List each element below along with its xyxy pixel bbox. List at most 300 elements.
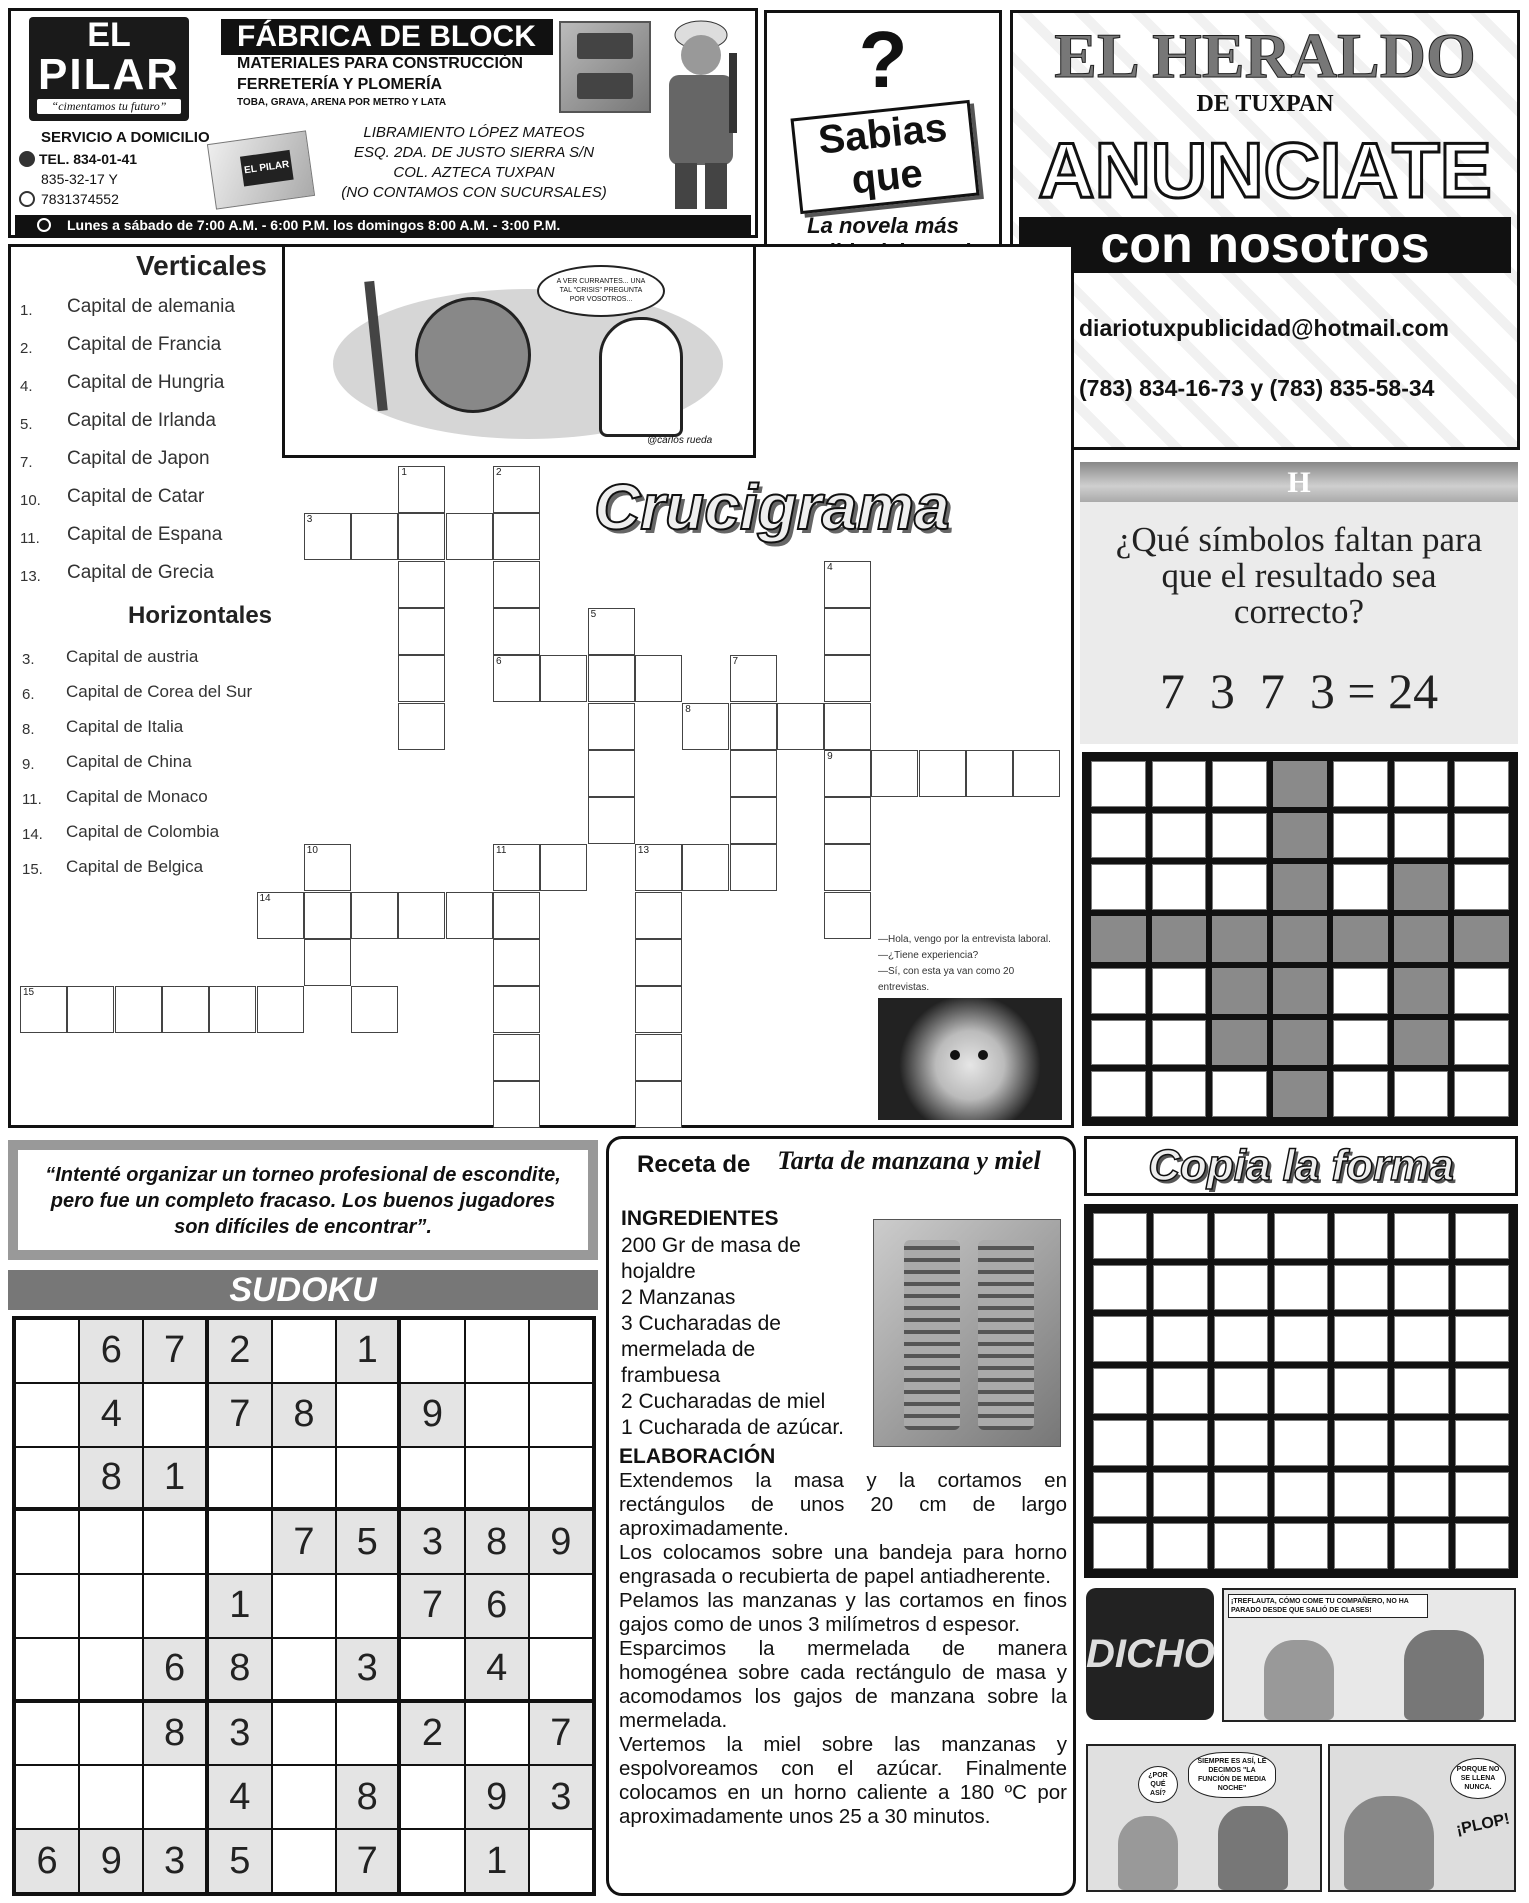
sudoku-cell[interactable] — [16, 1703, 78, 1765]
ad-el-pilar — [8, 8, 758, 238]
crossword-cell[interactable] — [398, 608, 445, 655]
sudoku-cell[interactable] — [80, 1575, 142, 1637]
crossword-clue-number: 4 — [827, 561, 833, 573]
cartoon-panel — [282, 244, 756, 458]
sudoku-cell[interactable] — [80, 1511, 142, 1573]
cartoon-signature: @carlos rueda — [647, 435, 713, 446]
crossword-cell[interactable] — [493, 561, 540, 608]
sudoku-cell[interactable]: 8 — [273, 1384, 335, 1446]
crossword-cell[interactable] — [588, 797, 635, 844]
crossword-cell[interactable] — [493, 844, 540, 891]
sudoku-cell[interactable]: 2 — [401, 1703, 463, 1765]
copy-cell[interactable] — [1093, 1420, 1147, 1466]
step-5: Vertemos la miel sobre las manzanas y espolvoreamos con el azúcar. Finalmente colocamos en un horno caliente a 180 ºC por aproximadamente unos 25 a 30 minutos. — [619, 1733, 1067, 1828]
crossword-cell[interactable] — [588, 608, 635, 655]
pattern-cell — [1091, 916, 1146, 962]
pattern-cell — [1273, 916, 1328, 962]
sudoku-cell[interactable] — [337, 1703, 397, 1765]
copy-cell[interactable] — [1153, 1316, 1207, 1362]
pattern-cell — [1394, 1071, 1449, 1117]
sudoku-cell[interactable]: 9 — [80, 1830, 142, 1892]
copy-cell[interactable] — [1394, 1368, 1448, 1414]
crossword-cell[interactable] — [257, 892, 304, 939]
copy-cell[interactable] — [1274, 1213, 1328, 1259]
sudoku-cell[interactable]: 7 — [209, 1384, 271, 1446]
copy-cell[interactable] — [1274, 1265, 1328, 1311]
sudoku-cell[interactable] — [209, 1448, 271, 1508]
pattern-cell — [1152, 864, 1207, 910]
sudoku-title: SUDOKU — [8, 1270, 598, 1310]
crossword-cell[interactable] — [351, 513, 398, 560]
sudoku-cell[interactable] — [144, 1384, 204, 1446]
sudoku-cell[interactable] — [401, 1639, 463, 1699]
copy-cell[interactable] — [1093, 1316, 1147, 1362]
sudoku-cell[interactable] — [337, 1575, 397, 1637]
verticales-title: Verticales — [136, 250, 267, 281]
clue-h6: 6. Capital de Corea del Sur — [22, 682, 253, 703]
crossword-cell[interactable] — [398, 892, 445, 939]
sudoku-cell[interactable] — [466, 1384, 528, 1446]
copy-cell[interactable] — [1274, 1368, 1328, 1414]
copy-cell[interactable] — [1093, 1368, 1147, 1414]
sabias-title — [790, 100, 979, 214]
el-pilar-logo — [29, 17, 189, 121]
bubble-text: A VER CURRANTES... UNA TAL "CRISIS" PREGUNTA POR VOSOTROS... — [556, 278, 646, 303]
sudoku-cell[interactable]: 1 — [466, 1830, 528, 1892]
copy-cell[interactable] — [1093, 1523, 1147, 1569]
copy-cell[interactable] — [1093, 1265, 1147, 1311]
pattern-cell — [1273, 1071, 1328, 1117]
sudoku-cell[interactable] — [273, 1639, 335, 1699]
copy-cell[interactable] — [1214, 1368, 1268, 1414]
sudoku-cell[interactable] — [401, 1320, 463, 1382]
sudoku-cell[interactable] — [273, 1575, 335, 1637]
crossword-cell[interactable] — [304, 513, 351, 560]
copy-cell[interactable] — [1334, 1265, 1388, 1311]
ingredient-item: 2 Cucharadas de miel — [621, 1390, 826, 1413]
step-3: Pelamos las manzanas y las cortamos en finos gajos como de unos 3 milímetros d espesor. — [619, 1589, 1067, 1636]
crossword-cell[interactable] — [398, 703, 445, 750]
crossword-cell[interactable] — [682, 844, 729, 891]
sudoku-cell[interactable]: 9 — [530, 1511, 592, 1573]
crossword-cell[interactable] — [398, 561, 445, 608]
crossword-clue-number: 3 — [306, 514, 313, 526]
sudoku-cell[interactable]: 7 — [144, 1320, 204, 1382]
pattern-grid-reference — [1082, 752, 1518, 1126]
addr-line1: LIBRAMIENTO LÓPEZ MATEOS — [363, 124, 585, 141]
sudoku-cell[interactable] — [16, 1575, 78, 1637]
copy-cell[interactable] — [1334, 1368, 1388, 1414]
recipe-title-a: Receta de — [637, 1151, 751, 1178]
sudoku-cell[interactable] — [401, 1830, 463, 1892]
monster-character — [415, 297, 531, 413]
crossword-cell[interactable] — [824, 750, 871, 797]
copia-title-text: Copia la forma — [1148, 1141, 1454, 1190]
pattern-cell — [1454, 761, 1509, 807]
joke-line3: —Sí, con esta ya van como 20 entrevistas. — [878, 966, 1015, 993]
logo-pilar: PILAR — [38, 50, 180, 99]
crossword-cell[interactable] — [824, 703, 871, 750]
clock-icon — [37, 218, 51, 232]
clue-v13: 13. Capital de Grecia — [20, 562, 214, 585]
steps-list — [619, 1469, 1067, 1829]
sudoku-cell[interactable] — [80, 1639, 142, 1699]
ingredient-item: 3 Cucharadas de mermelada de frambuesa — [621, 1312, 781, 1387]
sudoku-cell[interactable]: 8 — [209, 1639, 271, 1699]
sudoku-cell[interactable]: 1 — [337, 1320, 397, 1382]
pattern-cell — [1212, 968, 1267, 1014]
sudoku-cell[interactable] — [337, 1448, 397, 1508]
copy-cell[interactable] — [1394, 1472, 1448, 1518]
copy-cell[interactable] — [1214, 1523, 1268, 1569]
sudoku-cell[interactable] — [530, 1448, 592, 1508]
ad-address — [319, 123, 629, 203]
crossword-cell[interactable] — [398, 466, 445, 513]
pattern-cell — [1091, 968, 1146, 1014]
sudoku-cell[interactable] — [337, 1384, 397, 1446]
sudoku-cell[interactable] — [16, 1766, 78, 1828]
pattern-cell — [1212, 1071, 1267, 1117]
crossword-cell[interactable] — [67, 986, 114, 1033]
crossword-cell[interactable] — [730, 750, 777, 797]
sudoku-cell[interactable] — [273, 1703, 335, 1765]
sudoku-cell[interactable] — [16, 1384, 78, 1446]
sudoku-cell[interactable]: 7 — [337, 1830, 397, 1892]
sudoku-cell[interactable]: 6 — [466, 1575, 528, 1637]
crossword-cell[interactable] — [540, 844, 587, 891]
crossword-cell[interactable] — [635, 844, 682, 891]
crossword-cell[interactable] — [588, 750, 635, 797]
sudoku-cell[interactable]: 9 — [401, 1384, 463, 1446]
joke-line2: —¿Tiene experiencia? — [878, 950, 979, 961]
crossword-cell[interactable] — [493, 608, 540, 655]
crossword-cell[interactable] — [635, 1081, 682, 1128]
crossword-cell[interactable] — [493, 986, 540, 1033]
sudoku-cell[interactable] — [401, 1448, 463, 1508]
pattern-cell — [1333, 1071, 1388, 1117]
pattern-cell — [1333, 761, 1388, 807]
crossword-cell[interactable] — [493, 939, 540, 986]
copy-cell[interactable] — [1455, 1213, 1509, 1259]
clue-v11: 11. Capital de Espana — [20, 524, 223, 547]
dicho-logo — [1086, 1588, 1214, 1720]
crossword-cell[interactable] — [777, 703, 824, 750]
pattern-cell — [1273, 813, 1328, 859]
sudoku-cell[interactable]: 4 — [80, 1384, 142, 1446]
sudoku-cell[interactable] — [530, 1384, 592, 1446]
crossword-clue-number: 11 — [496, 845, 507, 857]
copy-cell[interactable] — [1455, 1265, 1509, 1311]
sudoku-cell[interactable]: 2 — [209, 1320, 271, 1382]
sudoku-cell[interactable]: 8 — [144, 1703, 204, 1765]
pattern-cell — [1394, 864, 1449, 910]
crossword-cell[interactable] — [824, 797, 871, 844]
comic-panel-3 — [1328, 1744, 1516, 1892]
clue-v2: 2. Capital de Francia — [20, 334, 222, 357]
crossword-cell[interactable] — [966, 750, 1013, 797]
copy-cell[interactable] — [1274, 1316, 1328, 1362]
step-4: Esparcimos la mermelada de manera homogénea sobre cada rectángulo de masa y acomodamos los gajos de manzana sobre la mermelada. — [619, 1637, 1067, 1732]
sudoku-cell[interactable] — [530, 1639, 592, 1699]
h-question: ¿Qué símbolos faltan para que el resultado sea correcto? — [1115, 520, 1483, 631]
copy-cell[interactable] — [1214, 1265, 1268, 1311]
sudoku-cell[interactable] — [273, 1448, 335, 1508]
copy-cell[interactable] — [1455, 1420, 1509, 1466]
pattern-cell — [1152, 1071, 1207, 1117]
copy-cell[interactable] — [1334, 1523, 1388, 1569]
sudoku-cell[interactable] — [530, 1575, 592, 1637]
sudoku-cell[interactable] — [80, 1766, 142, 1828]
crossword-cell[interactable] — [351, 892, 398, 939]
sudoku-cell[interactable] — [144, 1511, 204, 1573]
pattern-cell — [1152, 813, 1207, 859]
comic-bubble-4: PORQUE NO SE LLENA NUNCA. — [1450, 1758, 1506, 1799]
sudoku-cell[interactable]: 5 — [209, 1830, 271, 1892]
crossword-cell[interactable] — [493, 1081, 540, 1128]
copy-cell[interactable] — [1455, 1316, 1509, 1362]
block-image — [559, 21, 651, 113]
sudoku-cell[interactable] — [144, 1575, 204, 1637]
crossword-cell[interactable] — [209, 986, 256, 1033]
crossword-cell[interactable] — [824, 608, 871, 655]
h-equation: 7 3 7 3 = 24 — [1159, 663, 1439, 719]
copy-cell[interactable] — [1334, 1472, 1388, 1518]
copy-cell[interactable] — [1394, 1265, 1448, 1311]
crossword-cell[interactable] — [493, 466, 540, 513]
sudoku-cell[interactable] — [530, 1830, 592, 1892]
crossword-cell[interactable] — [351, 986, 398, 1033]
pattern-cell — [1152, 761, 1207, 807]
clue-h8: 8. Capital de Italia — [22, 717, 184, 738]
crossword-cell[interactable] — [588, 703, 635, 750]
sudoku-cell[interactable] — [80, 1703, 142, 1765]
sudoku-cell[interactable]: 4 — [466, 1639, 528, 1699]
pattern-cell — [1394, 813, 1449, 859]
copy-cell[interactable] — [1153, 1523, 1207, 1569]
sudoku-cell[interactable]: 5 — [337, 1511, 397, 1573]
ad-service: SERVICIO A DOMICILIO — [41, 129, 210, 146]
ad-tel1: TEL. 834-01-41 — [39, 151, 138, 167]
worker-image — [651, 13, 751, 211]
sudoku-cell[interactable]: 3 — [401, 1511, 463, 1573]
crossword-cell[interactable] — [304, 892, 351, 939]
copy-cell[interactable] — [1153, 1420, 1207, 1466]
crossword-cell[interactable] — [540, 655, 587, 702]
sudoku-cell[interactable] — [16, 1448, 78, 1508]
crossword-cell[interactable] — [635, 1034, 682, 1081]
copy-grid-blank[interactable] — [1084, 1204, 1518, 1578]
crossword-cell[interactable] — [730, 655, 777, 702]
sudoku-cell[interactable]: 8 — [337, 1766, 397, 1828]
speech-bubble — [537, 265, 665, 317]
sudoku-cell[interactable] — [466, 1703, 528, 1765]
sudoku-cell[interactable]: 7 — [273, 1511, 335, 1573]
cement-bag-image — [207, 130, 315, 209]
copy-cell[interactable] — [1153, 1472, 1207, 1518]
crossword-cell[interactable] — [304, 844, 351, 891]
sudoku-cell[interactable] — [16, 1511, 78, 1573]
copy-cell[interactable] — [1394, 1316, 1448, 1362]
sudoku-cell[interactable]: 4 — [209, 1766, 271, 1828]
pattern-cell — [1091, 1071, 1146, 1117]
ingredients-list — [621, 1233, 851, 1441]
copia-title — [1084, 1136, 1518, 1196]
sudoku-cell[interactable]: 6 — [80, 1320, 142, 1382]
sudoku-cell[interactable] — [144, 1766, 204, 1828]
sudoku-cell[interactable]: 3 — [144, 1830, 204, 1892]
copy-cell[interactable] — [1153, 1368, 1207, 1414]
sudoku-cell[interactable]: 7 — [401, 1575, 463, 1637]
sudoku-cell[interactable]: 9 — [466, 1766, 528, 1828]
crossword-clue-number: 7 — [732, 656, 739, 668]
crossword-cell[interactable] — [635, 655, 682, 702]
copy-cell[interactable] — [1394, 1523, 1448, 1569]
crossword-cell[interactable] — [446, 513, 493, 560]
clue-v7: 7. Capital de Japon — [20, 448, 210, 471]
sudoku-cell[interactable]: 6 — [144, 1639, 204, 1699]
sudoku-cell[interactable]: 8 — [466, 1511, 528, 1573]
sudoku-cell[interactable]: 6 — [16, 1830, 78, 1892]
sudoku-cell[interactable] — [16, 1639, 78, 1699]
elaboracion-title: ELABORACIÓN — [619, 1445, 776, 1468]
whatsapp-icon — [19, 191, 35, 207]
crossword-cell[interactable] — [682, 703, 729, 750]
ingredient-item: 2 Manzanas — [621, 1286, 736, 1309]
copy-cell[interactable] — [1334, 1316, 1388, 1362]
pattern-cell — [1152, 1020, 1207, 1066]
crossword-cell[interactable] — [635, 986, 682, 1033]
clue-v10: 10. Capital de Catar — [20, 486, 205, 509]
heraldo-name: EL HERALDO — [1054, 20, 1476, 91]
crossword-cell[interactable] — [493, 513, 540, 560]
pattern-cell — [1454, 1071, 1509, 1117]
h-puzzle-box — [1080, 462, 1518, 744]
crossword-cell[interactable] — [257, 986, 304, 1033]
copy-cell[interactable] — [1334, 1213, 1388, 1259]
comic-strip — [1082, 1584, 1520, 1896]
crossword-cell[interactable] — [730, 797, 777, 844]
sudoku-cell[interactable] — [401, 1766, 463, 1828]
sudoku-cell[interactable] — [273, 1766, 335, 1828]
copy-cell[interactable] — [1093, 1213, 1147, 1259]
crossword-cell[interactable] — [493, 1034, 540, 1081]
crossword-cell[interactable] — [730, 844, 777, 891]
bag-label: EL PILAR — [240, 150, 294, 187]
crossword-cell[interactable] — [824, 561, 871, 608]
crossword-clue-number: 2 — [496, 467, 502, 478]
sudoku-cell[interactable]: 7 — [530, 1703, 592, 1765]
crossword-cell[interactable] — [824, 844, 871, 891]
pattern-cell — [1454, 813, 1509, 859]
con-nosotros-bar: con nosotros — [1019, 217, 1511, 273]
pattern-cell — [1091, 1020, 1146, 1066]
pattern-cell — [1394, 968, 1449, 1014]
crossword-cell[interactable] — [919, 750, 966, 797]
dicho-text: DICHO — [1086, 1632, 1215, 1676]
crossword-clue-number: 10 — [306, 845, 318, 857]
sudoku-cell[interactable] — [273, 1320, 335, 1382]
copy-cell[interactable] — [1214, 1213, 1268, 1259]
sudoku-cell[interactable] — [466, 1320, 528, 1382]
copy-cell[interactable] — [1214, 1420, 1268, 1466]
crossword-cell[interactable] — [730, 703, 777, 750]
copy-cell[interactable] — [1274, 1420, 1328, 1466]
crossword-cell[interactable] — [1013, 750, 1060, 797]
copy-cell[interactable] — [1455, 1472, 1509, 1518]
sudoku-cell[interactable]: 3 — [337, 1639, 397, 1699]
copy-cell[interactable] — [1394, 1213, 1448, 1259]
crossword-cell[interactable] — [446, 892, 493, 939]
sudoku-cell[interactable]: 1 — [144, 1448, 204, 1508]
pattern-cell — [1091, 864, 1146, 910]
crossword-clue-number: 9 — [827, 750, 833, 762]
crossword-cell[interactable] — [398, 655, 445, 702]
sudoku-cell[interactable] — [530, 1320, 592, 1382]
comic-bubble-1: ¡TREFLAUTA, CÓMO COME TU COMPAÑERO, NO HA PARADO DESDE QUE SALIÓ DE CLASES! — [1228, 1594, 1428, 1618]
heraldo-ad — [1010, 10, 1520, 450]
copy-cell[interactable] — [1334, 1420, 1388, 1466]
sudoku-cell[interactable]: 3 — [530, 1766, 592, 1828]
sudoku-cell[interactable] — [466, 1448, 528, 1508]
crossword-cell[interactable] — [871, 750, 918, 797]
clue-h11: 11. Capital de Monaco — [22, 787, 208, 808]
crossword-clue-number: 5 — [590, 608, 597, 620]
crossword-cell[interactable] — [493, 892, 540, 939]
copy-cell[interactable] — [1093, 1472, 1147, 1518]
crossword-cell[interactable] — [162, 986, 209, 1033]
crossword-cell[interactable] — [20, 986, 67, 1033]
crossword-cell[interactable] — [824, 655, 871, 702]
crossword-cell[interactable] — [635, 939, 682, 986]
joke-text — [878, 932, 1064, 996]
pattern-cell — [1454, 968, 1509, 1014]
comic-bubble-2: SIEMPRE ES ASÍ, LE DECIMOS "LA FUNCIÓN DE MEDIA NOCHE" — [1188, 1752, 1276, 1798]
crossword-cell[interactable] — [635, 892, 682, 939]
sudoku-cell[interactable] — [16, 1320, 78, 1382]
sudoku-cell[interactable] — [273, 1830, 335, 1892]
crossword-cell[interactable] — [824, 892, 871, 939]
copy-cell[interactable] — [1455, 1523, 1509, 1569]
pattern-cell — [1333, 813, 1388, 859]
step-1: Extendemos la masa y la cortamos en rectángulos de unos 20 cm de largo aproximadamente. — [619, 1469, 1067, 1540]
clue-h14: 14. Capital de Colombia — [22, 822, 220, 843]
sudoku-cell[interactable]: 8 — [80, 1448, 142, 1508]
copy-cell[interactable] — [1214, 1316, 1268, 1362]
sudoku-cell[interactable]: 3 — [209, 1703, 271, 1765]
copy-cell[interactable] — [1274, 1523, 1328, 1569]
heraldo-email[interactable]: diariotuxpublicidad@hotmail.com — [1079, 315, 1450, 341]
copy-cell[interactable] — [1153, 1213, 1207, 1259]
crossword-cell[interactable] — [493, 655, 540, 702]
crossword-cell[interactable] — [304, 939, 351, 986]
h-badge: H — [1287, 466, 1311, 499]
crucigrama-title: Crucigrama — [594, 471, 950, 543]
sudoku-cell[interactable]: 1 — [209, 1575, 271, 1637]
pattern-cell — [1273, 761, 1328, 807]
pattern-cell — [1333, 968, 1388, 1014]
crossword-cell[interactable] — [588, 655, 635, 702]
crossword-cell[interactable] — [115, 986, 162, 1033]
crossword-cell[interactable] — [398, 513, 445, 560]
copy-cell[interactable] — [1394, 1420, 1448, 1466]
copy-cell[interactable] — [1153, 1265, 1207, 1311]
addr-line4: (NO CONTAMOS CON SUCURSALES) — [341, 184, 607, 201]
pattern-cell — [1212, 864, 1267, 910]
copy-cell[interactable] — [1274, 1472, 1328, 1518]
sudoku-cell[interactable] — [209, 1511, 271, 1573]
copy-cell[interactable] — [1455, 1368, 1509, 1414]
copy-cell[interactable] — [1214, 1472, 1268, 1518]
